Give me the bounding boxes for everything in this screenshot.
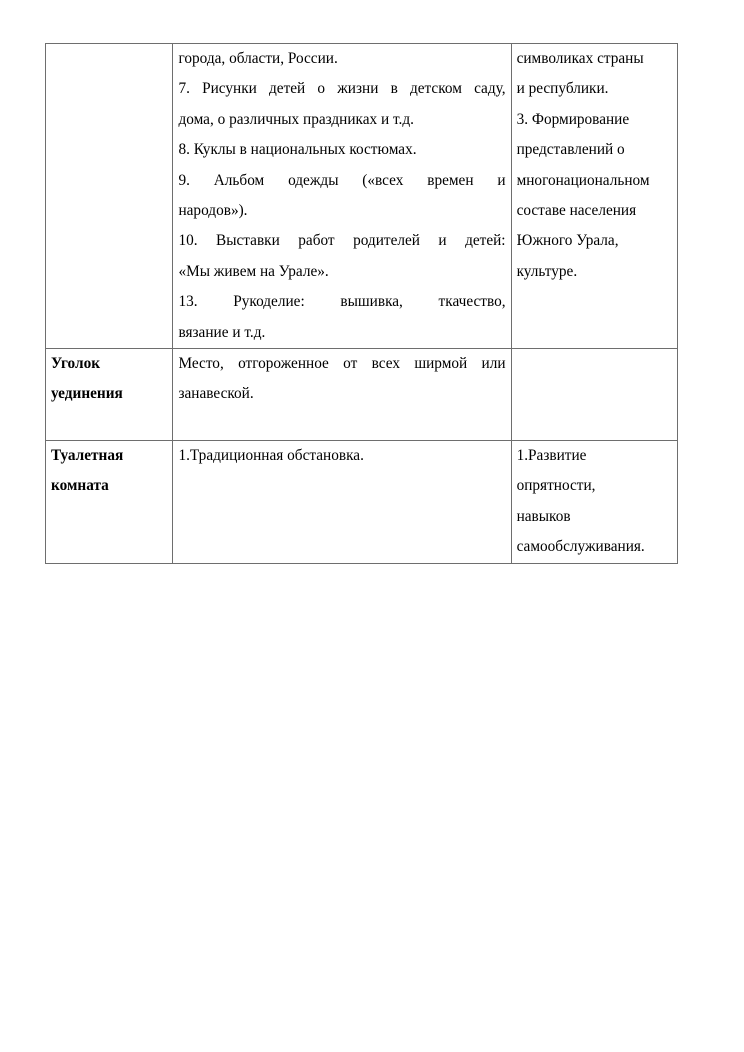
zone-goal-cell	[511, 441, 677, 564]
goal-line: 1.Развитие	[516, 447, 587, 465]
goal-line: навыков	[516, 507, 571, 525]
zone-name-line: комната	[51, 477, 109, 495]
content-line: народов»).	[178, 202, 248, 220]
zone-content-cell	[173, 441, 511, 564]
zone-goal-cell	[511, 349, 677, 441]
content-line: города, области, России.	[178, 50, 338, 67]
zone-goal-cell	[511, 44, 677, 349]
table-row	[46, 349, 678, 441]
zone-content-cell	[173, 349, 511, 441]
zone-name-line: уединения	[51, 385, 123, 403]
content-line: дома, о различных праздниках и т.д.	[178, 110, 414, 128]
goal-line: опрятности,	[516, 477, 596, 495]
goal-line: многонациональном	[516, 171, 650, 189]
goal-line: самообслуживания.	[516, 538, 645, 556]
goal-line: Южного Урала,	[516, 232, 619, 250]
table-row	[46, 44, 678, 349]
zone-name-line: Уголок	[51, 355, 101, 373]
content-line: 10. Выставки работ родителей и детей:	[178, 232, 506, 250]
zone-name-cell	[46, 44, 173, 349]
goal-line: представлений о	[516, 141, 625, 159]
goal-line: и республики.	[516, 80, 609, 98]
goal-line: символиках страны	[516, 50, 644, 67]
content-line: 1.Традиционная обстановка.	[178, 447, 364, 465]
content-line: вязание и т.д.	[178, 323, 266, 341]
zone-name-cell	[46, 349, 173, 441]
content-line: 7. Рисунки детей о жизни в детском саду,	[178, 80, 506, 98]
document-table	[45, 43, 678, 564]
goal-line: 3. Формирование	[516, 110, 630, 128]
zone-name-line: Туалетная	[51, 447, 124, 465]
zone-name-cell	[46, 441, 173, 564]
table-row	[46, 441, 678, 564]
content-line: 8. Куклы в национальных костюмах.	[178, 141, 417, 159]
zone-content-cell	[173, 44, 511, 349]
content-line: «Мы живем на Урале».	[178, 262, 329, 280]
goal-line: культуре.	[516, 262, 578, 280]
content-line: Место, отгороженное от всех ширмой или	[178, 355, 506, 373]
content-line: занавеской.	[178, 385, 254, 403]
content-line: 9. Альбом одежды («всех времен и	[178, 171, 506, 189]
content-line: 13. Рукоделие: вышивка, ткачество,	[178, 293, 506, 311]
goal-line: составе населения	[516, 202, 637, 220]
